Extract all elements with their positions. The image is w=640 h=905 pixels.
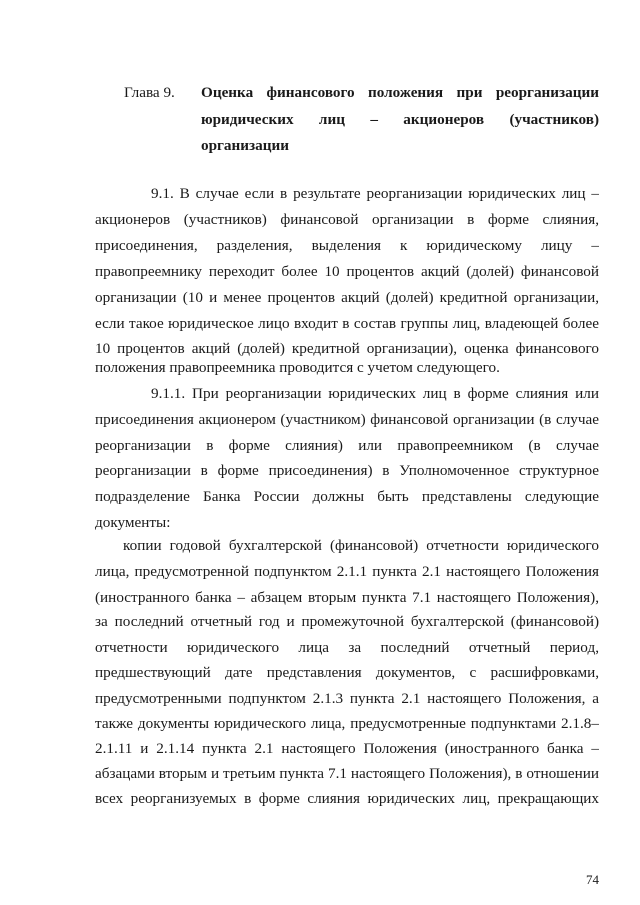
chapter-label: Глава 9. xyxy=(124,84,175,101)
para-9-1-line-1: 9.1. В случае если в результате реорганизации юридических лиц – xyxy=(151,185,599,202)
para-9-1-1-line-1: 9.1.1. При реорганизации юридических лиц в форме слияния или xyxy=(151,385,599,402)
para-9-1-1-line-5: подразделение Банка России должны быть представлены следующие xyxy=(95,488,599,505)
para-copies-line-11: всех реорганизуемых в форме слияния юридических лиц, прекращающих xyxy=(95,790,599,807)
para-copies-line-7: предусмотренными подпунктом 2.1.3 пункта 2.1 настоящего Положения, а xyxy=(95,690,599,707)
para-9-1-line-7: 10 процентов акций (долей) кредитной организации), оценка финансового xyxy=(95,340,599,357)
para-copies-line-10: абзацами вторым и третьим пункта 7.1 настоящего Положения), в отношении xyxy=(95,765,599,782)
para-9-1-1-line-6: документы: xyxy=(95,514,171,531)
para-9-1-1-line-3: реорганизации в форме слияния) или правопреемником (в случае xyxy=(95,437,599,454)
para-copies-line-8: также документы юридического лица, предусмотренные подпунктами 2.1.8– xyxy=(95,715,599,732)
para-copies-line-2: лица, предусмотренной подпунктом 2.1.1 пункта 2.1 настоящего Положения xyxy=(95,563,599,580)
page-number: 74 xyxy=(586,872,599,887)
para-9-1-1-line-4: реорганизации в форме присоединения) в Уполномоченное структурное xyxy=(95,462,599,479)
chapter-title-line-3: организации xyxy=(201,137,289,154)
para-copies-line-5: отчетности юридического лица за последний отчетный период, xyxy=(95,639,599,656)
para-9-1-line-5: организации (10 и менее процентов акций (долей) кредитной организации, xyxy=(95,289,599,306)
para-9-1-line-3: присоединения, разделения, выделения к юридическому лицу – xyxy=(95,237,599,254)
para-copies-line-1: копии годовой бухгалтерской (финансовой) отчетности юридического xyxy=(123,537,599,554)
para-9-1-line-4: правопреемнику переходит более 10 процентов акций (долей) финансовой xyxy=(95,263,599,280)
chapter-title-line-1: Оценка финансового положения при реорганизации xyxy=(201,84,599,101)
para-9-1-line-6: если такое юридическое лицо входит в состав группы лиц, владеющей более xyxy=(95,315,599,332)
para-copies-line-4: за последний отчетный год и промежуточной бухгалтерской (финансовой) xyxy=(95,613,599,630)
para-copies-line-3: (иностранного банка – абзацем вторым пункта 7.1 настоящего Положения), xyxy=(95,589,599,606)
para-9-1-line-2: акционеров (участников) финансовой организации в форме слияния, xyxy=(95,211,599,228)
para-copies-line-6: предшествующий дате представления документов, с расшифровками, xyxy=(95,664,599,681)
para-copies-line-9: 2.1.11 и 2.1.14 пункта 2.1 настоящего Положения (иностранного банка – xyxy=(95,740,599,757)
para-9-1-line-8: положения правопреемника проводится с учетом следующего. xyxy=(95,359,500,376)
para-9-1-1-line-2: присоединения акционером (участником) финансовой организации (в случае xyxy=(95,411,599,428)
chapter-title-line-2: юридических лиц – акционеров (участников) xyxy=(201,111,599,128)
